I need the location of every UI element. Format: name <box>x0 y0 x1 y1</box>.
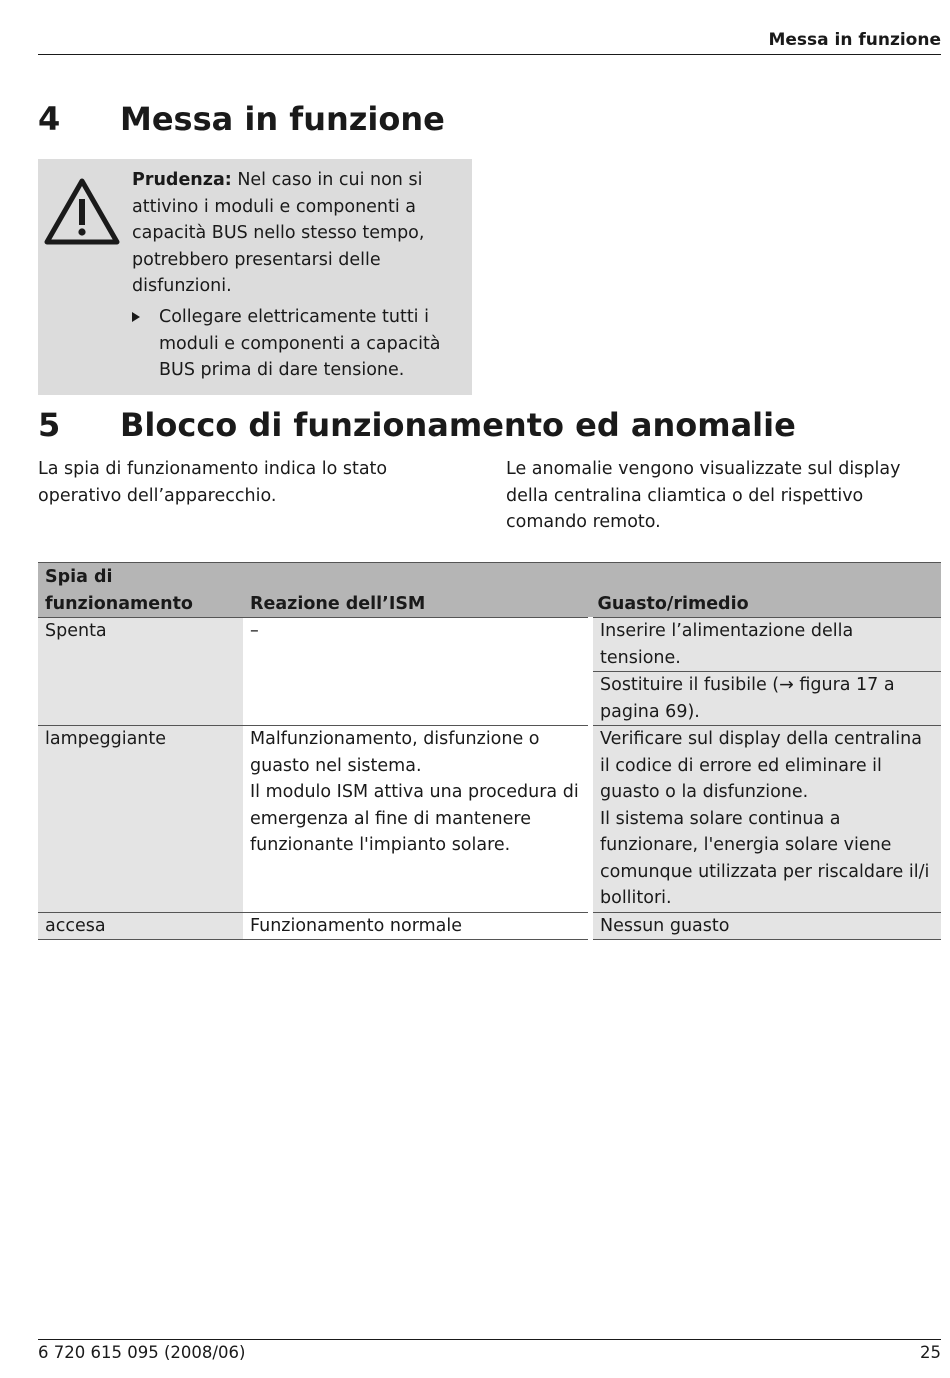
section-title: Messa in funzione <box>120 100 445 138</box>
status-table <box>38 562 941 940</box>
table-cell-remedy: Verificare sul display della centralina il codice di errore ed eliminare il guasto o la disfunzione. Il sistema solare continua a funzionare, l'energia solare viene comunque utilizzata per riscaldare il/i bollitori. <box>591 726 942 913</box>
table-cell-reaction: Malfunzionamento, disfunzione o guasto nel sistema. Il modulo ISM attiva una procedura di emergenza al fine di mantenere funzionante l'impianto solare. <box>243 726 591 913</box>
page-number: 25 <box>920 1343 941 1362</box>
table-cell-reaction: – <box>243 618 591 726</box>
section-title: Blocco di funzionamento ed anomalie <box>120 406 796 444</box>
page-footer <box>38 1339 941 1362</box>
caution-text <box>132 167 450 300</box>
table-cell-remedy: Inserire l’alimentazione della tensione. <box>591 618 942 672</box>
table-row <box>38 912 941 940</box>
section-number: 5 <box>38 406 61 444</box>
table-cell-remedy: Sostituire il fusibile (→ figura 17 a pagina 69). <box>591 672 942 726</box>
table-header-row <box>38 563 941 618</box>
paragraph-anomalies: Le anomalie vengono visualizzate sul display della centralina cliamtica o del rispettivo comando remoto. <box>506 459 901 532</box>
table-header-cell: Guasto/rimedio <box>591 563 942 618</box>
caution-box <box>38 159 472 395</box>
table-row <box>38 618 941 672</box>
table-header-cell: Spia di funzionamento <box>38 563 243 618</box>
section-number: 4 <box>38 100 61 138</box>
caution-message: Nel caso in cui non si attivino i moduli e componenti a capacità BUS nello stesso tempo, potrebbero presentarsi delle disfunzioni. <box>132 170 425 296</box>
running-header <box>38 0 941 55</box>
table-header-cell: Reazione dell’ISM <box>243 563 591 618</box>
caution-bullet-text: Collegare elettricamente tutti i moduli e componenti a capacità BUS prima di dare tensione. <box>159 307 441 380</box>
running-title: Messa in funzione <box>768 30 941 50</box>
caution-bullet <box>132 304 450 384</box>
table-cell-indicator: lampeggiante <box>38 726 243 913</box>
table-cell-remedy: Nessun guasto <box>591 912 942 940</box>
table-cell-indicator: Spenta <box>38 618 243 726</box>
table-cell-reaction: Funzionamento normale <box>243 912 591 940</box>
caution-label: Prudenza: <box>132 170 232 190</box>
bullet-arrow-icon <box>132 312 140 322</box>
table-row <box>38 726 941 913</box>
warning-triangle-icon <box>43 177 121 247</box>
table-cell-indicator: accesa <box>38 912 243 940</box>
document-code: 6 720 615 095 (2008/06) <box>38 1343 246 1362</box>
paragraph-indicator: La spia di funzionamento indica lo stato operativo dell’apparecchio. <box>38 459 388 506</box>
